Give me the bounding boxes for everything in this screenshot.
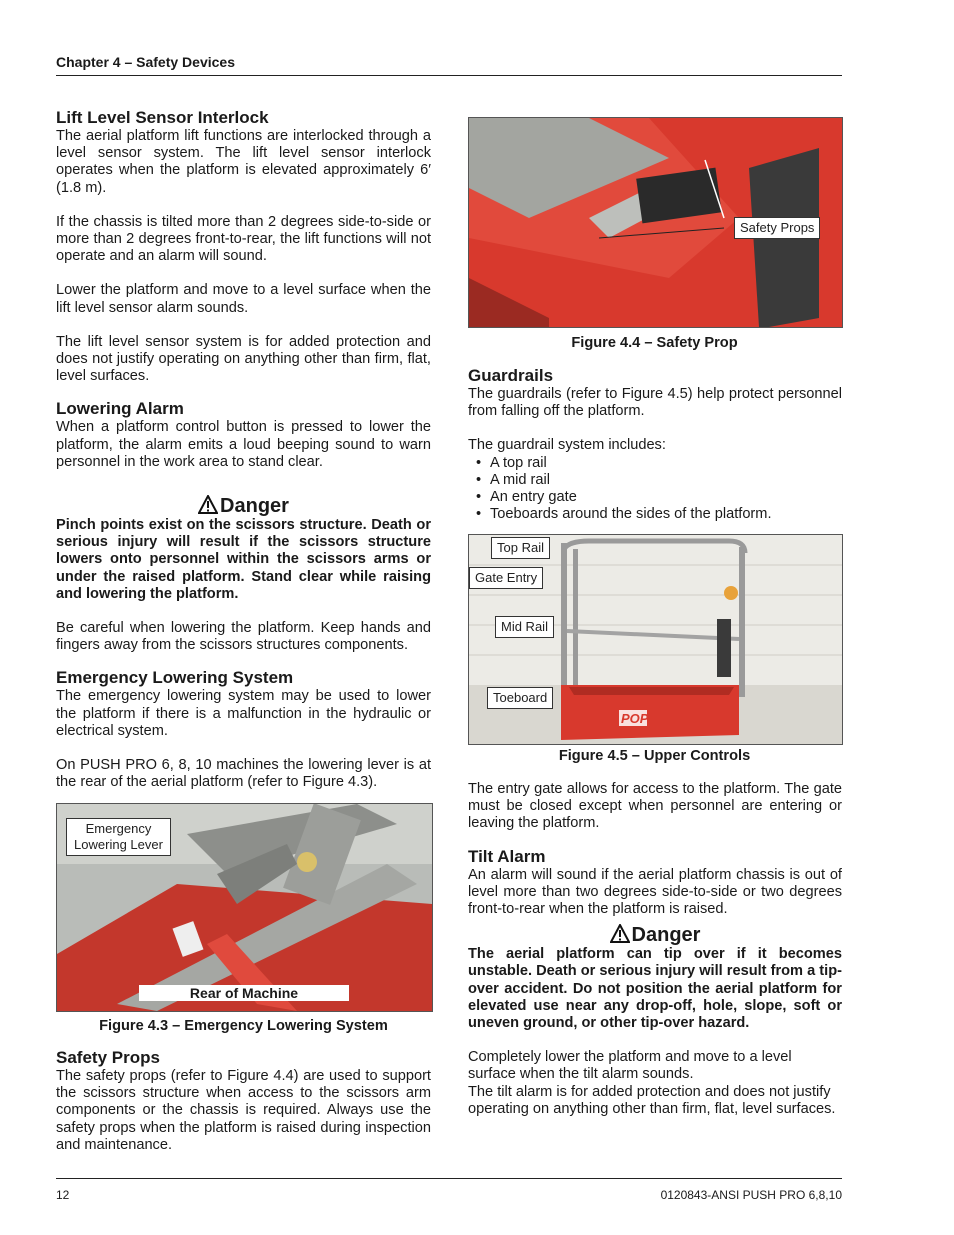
emergency-paragraph-2: On PUSH PRO 6, 8, 10 machines the lowering lever is at the rear of the aerial platform (refer to Figure 4.3).	[56, 757, 431, 791]
list-item: • A mid rail	[490, 472, 842, 489]
list-item: • Toeboards around the sides of the platform.	[490, 506, 842, 523]
section-title-lowering-alarm: Lowering Alarm	[56, 399, 184, 419]
figure-4-5-photo	[468, 534, 843, 745]
section-title-tilt-alarm: Tilt Alarm	[468, 846, 546, 866]
safety-props-paragraph: The safety props (refer to Figure 4.4) are used to support the scissors structure when access to the scissors arm components or the chassis is required. Always use the safety props when the platform is raised during inspection and maintenance.	[56, 1068, 431, 1153]
left-column	[56, 108, 431, 791]
entry-gate-paragraph: The entry gate allows for access to the platform. The gate must be closed except when personnel are entering or leaving the platform.	[468, 781, 842, 832]
pop-logo: POP	[621, 711, 649, 726]
header-rule	[56, 75, 842, 76]
chapter-header: Chapter 4 – Safety Devices	[56, 54, 235, 70]
guardrails-paragraph-2: The guardrail system includes:	[468, 437, 666, 454]
lowering-paragraph: When a platform control button is pressed to lower the platform, the alarm emits a loud beeping sound to warn personnel in the work area to stand clear.	[56, 419, 431, 470]
guardrail-list	[468, 455, 842, 524]
label-mid-rail: Mid Rail	[495, 616, 554, 638]
lift-paragraph-3: Lower the platform and move to a level surface when the lift level sensor alarm sounds.	[56, 282, 431, 316]
danger-label: Danger	[631, 924, 701, 947]
section-title-safety-props: Safety Props	[56, 1048, 160, 1067]
section-title-emergency-lowering: Emergency Lowering System	[56, 668, 294, 688]
figure-4-3-caption: Figure 4.3 – Emergency Lowering System	[99, 1018, 388, 1034]
figure-4-3-photo	[56, 803, 433, 1012]
guardrails-paragraph-1: The guardrails (refer to Figure 4.5) help protect personnel from falling off the platform.	[468, 386, 842, 420]
danger-text-1: Pinch points exist on the scissors structure. Death or serious injury will result if the scissors structure lowers onto personnel within the scissors arms or under the raised platform. Stand clear while raising and lowering the platform.	[56, 517, 431, 602]
tilt-paragraph-3: The tilt alarm is for added protection and does not justify operating on anything other than firm, flat, level surfaces.	[468, 1083, 836, 1117]
lift-paragraph-1: The aerial platform lift functions are interlocked through a level sensor system. The lift level sensor interlock operates when the platform is elevated approximately 6′ (1.8 m).	[56, 128, 431, 196]
lift-paragraph-4: The lift level sensor system is for added protection and does not justify operating on anything other than firm, flat, level surfaces.	[56, 333, 431, 385]
figure-4-5-caption: Figure 4.5 – Upper Controls	[558, 748, 751, 764]
footer-rule	[56, 1178, 842, 1179]
figure-4-4-photo	[468, 117, 843, 328]
danger-text-2: The aerial platform can tip over if it becomes unstable. Death or serious injury will result from a tip-over accident. Do not position the aerial platform for elevated use near any drop-off, hole, slope, soft or uneven ground, or other tip-over hazard.	[468, 946, 842, 1032]
lift-paragraph-2: If the chassis is tilted more than 2 degrees side-to-side or more than 2 degrees front-to-rear, the lift functions will not operate and an alarm will sound.	[56, 213, 431, 265]
tilt-paragraph-1: An alarm will sound if the aerial platform chassis is out of level more than two degrees side-to-side or two degrees front-to-rear when the platform is raised.	[468, 866, 842, 918]
label-rear-of-machine: Rear of Machine	[139, 985, 349, 1001]
tilt-paragraph-2: Completely lower the platform and move to a level surface when the tilt alarm sounds.	[468, 1049, 792, 1083]
right-column-bottom	[468, 781, 842, 1118]
label-emergency-lowering-lever: Emergency Lowering Lever	[66, 818, 171, 856]
list-item: • An entry gate	[490, 489, 842, 506]
page-number: 12	[56, 1188, 70, 1202]
label-top-rail: Top Rail	[491, 537, 550, 559]
document-id: 0120843-ANSI PUSH PRO 6,8,10	[660, 1188, 842, 1202]
danger-followup-paragraph: Be careful when lowering the platform. Keep hands and fingers away from the scissors structures components.	[56, 620, 431, 654]
warning-triangle-icon	[610, 924, 630, 943]
figure-4-4-caption: Figure 4.4 – Safety Prop	[571, 335, 738, 351]
label-gate-entry: Gate Entry	[469, 567, 543, 589]
danger-heading-2	[468, 924, 842, 946]
list-item: • A top rail	[490, 455, 842, 472]
emergency-paragraph-1: The emergency lowering system may be used to lower the platform if there is a malfunction in the hydraulic or electrical system.	[56, 688, 431, 739]
warning-triangle-icon	[198, 495, 218, 514]
label-safety-props: Safety Props	[734, 217, 820, 239]
left-column-bottom	[56, 1048, 431, 1154]
label-toeboard: Toeboard	[487, 687, 553, 709]
section-title-lift-level: Lift Level Sensor Interlock	[56, 108, 269, 127]
right-column-top	[468, 366, 842, 523]
danger-heading-1	[56, 495, 431, 517]
section-title-guardrails: Guardrails	[468, 366, 554, 385]
danger-label: Danger	[220, 495, 289, 518]
